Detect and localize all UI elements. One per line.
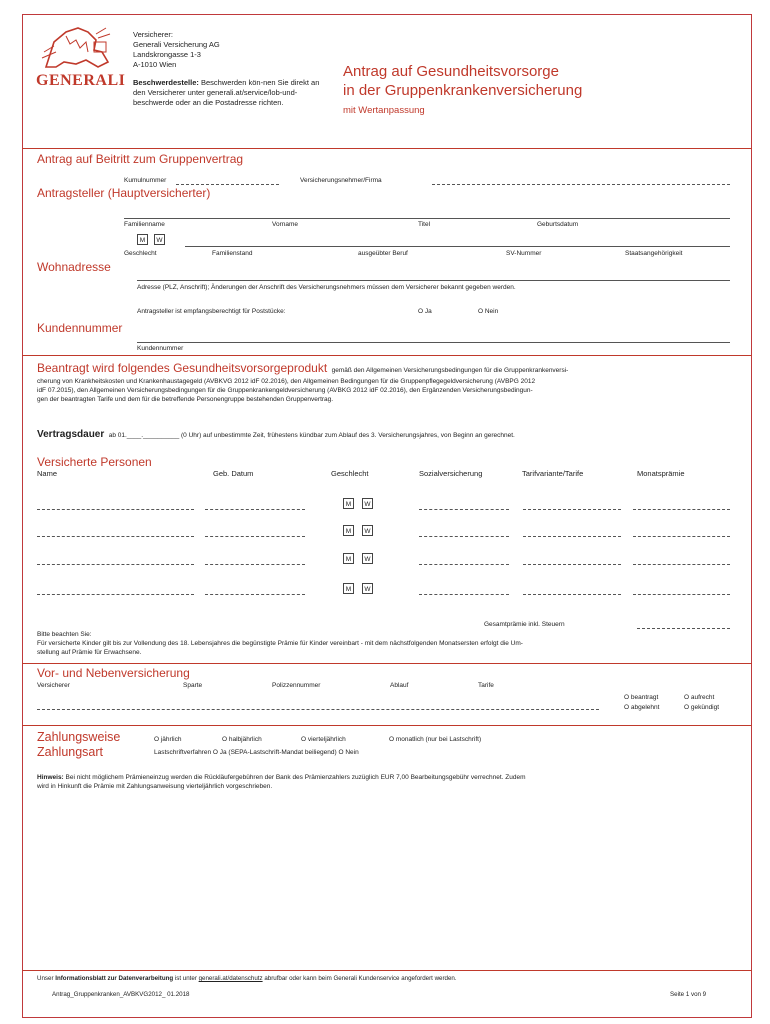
- person-field-2[interactable]: [419, 509, 509, 510]
- person-field-2[interactable]: [419, 594, 509, 595]
- vor-beantragt-radio[interactable]: O beantragt: [624, 694, 659, 701]
- person-field-4[interactable]: [633, 509, 730, 510]
- vor-heading: Vor- und Nebenversicherung: [37, 666, 190, 680]
- vor-col-versicherer: Versicherer: [37, 682, 70, 689]
- beitritt-heading: Antrag auf Beitritt zum Gruppenvertrag: [37, 152, 244, 166]
- zahlung-monatlich-radio[interactable]: O monatlich (nur bei Lastschrift): [389, 736, 482, 743]
- address-caption: Adresse (PLZ, Anschrift); Änderungen der Anschrift des Versicherungsnehmers müssen dem Versicherer bekannt gegeben werden.: [137, 284, 516, 291]
- label-vorname: Vorname: [272, 221, 299, 228]
- person-gender-m-checkbox[interactable]: M: [343, 583, 354, 594]
- insurer-block: [133, 30, 333, 108]
- label-titel: Titel: [418, 221, 431, 228]
- note-line2: stellung auf Prämie für Erwachsene.: [37, 649, 142, 656]
- person-field-0[interactable]: [37, 509, 194, 510]
- hinweis-line1: [37, 773, 526, 782]
- kumul-label: Kumulnummer: [124, 177, 167, 184]
- label-staatsangehoerigkeit: Staatsangehörigkeit: [625, 250, 683, 257]
- kundennummer-input[interactable]: [137, 342, 730, 343]
- complaint-body: Beschwerden kön-nen Sie direkt an den Versicherer unter generali.at/service/lob-und-beschwerde oder an die Postadresse richten.: [133, 78, 320, 107]
- person-gender-w-checkbox[interactable]: W: [362, 525, 373, 536]
- person-field-1[interactable]: [205, 594, 305, 595]
- person-gender-m-checkbox[interactable]: M: [343, 525, 354, 536]
- title-block: [343, 62, 723, 118]
- person-gender-w-checkbox[interactable]: W: [362, 583, 373, 594]
- header-divider: [22, 148, 752, 149]
- complaint-text: [133, 78, 325, 108]
- page-number: Seite 1 von 9: [670, 991, 707, 998]
- label-beruf: ausgeübter Beruf: [358, 250, 408, 257]
- footer-pre: Unser: [37, 975, 56, 982]
- section-divider-2: [22, 663, 752, 664]
- vor-col-polizzennummer: Polizzennummer: [272, 682, 321, 689]
- form-id: Antrag_Gruppenkranken_AVBKVG2012_ 01.2018: [52, 991, 190, 998]
- person-field-3[interactable]: [523, 564, 621, 565]
- vertragsdauer-text[interactable]: ab 01.____.__________ (0 Uhr) auf unbestimmte Zeit, frühestens kündbar zum Ablauf des 3. Versicherungsjahres, von Beginn an gerechnet.: [108, 432, 515, 439]
- kundennummer-heading: Kundennummer: [37, 321, 123, 335]
- col-sozialversicherung: Sozialversicherung: [419, 469, 483, 478]
- address-input[interactable]: [137, 280, 730, 281]
- person-field-0[interactable]: [37, 564, 194, 565]
- person-field-4[interactable]: [633, 536, 730, 537]
- person-field-3[interactable]: [523, 594, 621, 595]
- beantragt-line0: gemäß den Allgemeinen Versicherungsbedingungen für die Gruppenkrankenversi-: [331, 367, 569, 374]
- insurer-street: Landskrongasse 1-3: [133, 50, 201, 59]
- zahlungsart-heading: Zahlungsart: [37, 745, 104, 759]
- antragsteller-heading: Antragsteller (Hauptversicherter): [37, 186, 211, 200]
- title-line1: Antrag auf Gesundheitsvorsorge: [343, 63, 559, 80]
- kumul-input[interactable]: [176, 184, 279, 185]
- person-field-1[interactable]: [205, 564, 305, 565]
- post-nein-radio[interactable]: O Nein: [478, 308, 499, 315]
- beantragt-heading: Beantragt wird folgendes Gesundheitsvorsorgeprodukt: [37, 361, 328, 375]
- vor-aufrecht-radio[interactable]: O aufrecht: [684, 694, 715, 701]
- person-field-0[interactable]: [37, 536, 194, 537]
- lastschrift-option[interactable]: Lastschriftverfahren O Ja (SEPA-Lastschrift-Mandat beiliegend) O Nein: [154, 749, 359, 756]
- person-gender-m-checkbox[interactable]: M: [343, 553, 354, 564]
- label-familienname: Familienname: [124, 221, 165, 228]
- generali-logo-text: GENERALI: [36, 72, 126, 89]
- insurer-name: Generali Versicherung AG: [133, 40, 220, 49]
- personen-heading: Versicherte Personen: [37, 455, 152, 469]
- person-field-3[interactable]: [523, 509, 621, 510]
- gender-w-checkbox[interactable]: W: [154, 234, 165, 245]
- section-divider-3: [22, 725, 752, 726]
- label-geburtsdatum: Geburtsdatum: [537, 221, 579, 228]
- label-familienstand: Familienstand: [212, 250, 253, 257]
- hinweis-text1: Bei nicht möglichem Prämieneinzug werden die Rückläufergebühren der Bank des Prämienzahlers zuzüglich EUR 7,00 Bearbeitungsgebühr verrechnet. Zudem: [63, 774, 526, 781]
- col-monatspraemie: Monatsprämie: [637, 469, 685, 478]
- post-question: Antragsteller ist empfangsberechtigt für Poststücke:: [137, 308, 286, 315]
- person-field-0[interactable]: [37, 594, 194, 595]
- gesamtpraemie-input[interactable]: [637, 628, 730, 629]
- footer-divider: [22, 970, 752, 971]
- antragsteller-row1-line[interactable]: [124, 218, 730, 219]
- vn-label: Versicherungsnehmer/Firma: [300, 177, 382, 184]
- title-line2: in der Gruppenkrankenversicherung: [343, 82, 583, 99]
- vor-gekuendigt-radio[interactable]: O gekündigt: [684, 704, 720, 711]
- datenschutz-link[interactable]: generali.at/datenschutz: [198, 975, 263, 982]
- person-field-4[interactable]: [633, 594, 730, 595]
- kundennummer-caption: Kundennummer: [137, 345, 184, 352]
- insurer-city: A-1010 Wien: [133, 60, 177, 69]
- zahlung-halbjaehrlich-radio[interactable]: O halbjährlich: [222, 736, 262, 743]
- vor-col-tarife: Tarife: [478, 682, 494, 689]
- col-geb-datum: Geb. Datum: [213, 469, 254, 478]
- vn-input[interactable]: [432, 184, 730, 185]
- label-sv-nummer: SV-Nummer: [506, 250, 542, 257]
- person-gender-w-checkbox[interactable]: W: [362, 553, 373, 564]
- hinweis-line2: wird in Hinkunft die Prämie mit Zahlungsanweisung vierteljährlich vorgeschrieben.: [37, 783, 273, 790]
- person-field-4[interactable]: [633, 564, 730, 565]
- antragsteller-row2-line[interactable]: [185, 246, 730, 247]
- note-line1: Für versicherte Kinder gilt bis zur Vollendung des 18. Lebensjahres die begünstigte Prämie für Kinder vereinbart - mit dem nächstfolgenden Monatsersten erfolgt die Um-: [37, 640, 523, 647]
- vor-input[interactable]: [37, 709, 599, 710]
- label-geschlecht: Geschlecht: [124, 250, 157, 257]
- post-ja-radio[interactable]: O Ja: [418, 308, 432, 315]
- gesamtpraemie-label: Gesamtprämie inkl. Steuern: [484, 621, 565, 628]
- footer-mid: ist unter: [173, 975, 199, 982]
- person-gender-w-checkbox[interactable]: W: [362, 498, 373, 509]
- col-geschlecht: Geschlecht: [331, 469, 369, 478]
- footer-post: abrufbar oder kann beim Generali Kundenservice angefordert werden.: [262, 975, 457, 982]
- beantragt-line3: gen der beantragten Tarife und dem für die betreffende Personengruppe bestehenden Gruppenvertrag.: [37, 396, 334, 403]
- col-tarifvariante: Tarifvariante/Tarife: [522, 469, 584, 478]
- person-gender-m-checkbox[interactable]: M: [343, 498, 354, 509]
- hinweis-label: Hinweis:: [37, 774, 64, 781]
- vor-col-ablauf: Ablauf: [390, 682, 409, 689]
- zahlung-vierteljaehrlich-radio[interactable]: O vierteljährlich: [301, 736, 346, 743]
- note-title: Bitte beachten Sie:: [37, 631, 92, 638]
- vertragsdauer-label: Vertragsdauer: [37, 429, 105, 440]
- footer-info: [37, 975, 457, 982]
- person-field-2[interactable]: [419, 536, 509, 537]
- wohnadresse-heading: Wohnadresse: [37, 260, 111, 274]
- gender-m-checkbox[interactable]: M: [137, 234, 148, 245]
- person-field-1[interactable]: [205, 536, 305, 537]
- person-field-1[interactable]: [205, 509, 305, 510]
- zahlungsweise-heading: Zahlungsweise: [37, 730, 121, 744]
- beantragt-block: [37, 359, 737, 404]
- beantragt-line1: cherung von Krankheitskosten und Krankenhaustagegeld (AVBKVG 2012 idF 02.2016), den Allgemeinen Bedingungen für die Gruppenpflegegeldversicherung (AVBPG 2012: [37, 378, 536, 385]
- section-divider-1: [22, 355, 752, 356]
- complaint-label: Beschwerdestelle:: [133, 78, 199, 87]
- person-field-3[interactable]: [523, 536, 621, 537]
- vertragsdauer-row: [37, 424, 515, 442]
- footer-bold: Informationsblatt zur Datenverarbeitung: [55, 975, 174, 982]
- zahlung-jaehrlich-radio[interactable]: O jährlich: [154, 736, 182, 743]
- beantragt-line2: idF 07.2015), den Allgemeinen Versicherungsbedingungen für die Gruppenkrankengeldversicherung (AVBKG 2012 idF 02.2016), den Ergänzenden Versicherungsbedingun-: [37, 387, 533, 394]
- title-sub: mit Wertanpassung: [343, 105, 425, 116]
- vor-abgelehnt-radio[interactable]: O abgelehnt: [624, 704, 660, 711]
- insurer-label: Versicherer:: [133, 30, 174, 39]
- col-name: Name: [37, 469, 58, 478]
- person-field-2[interactable]: [419, 564, 509, 565]
- generali-lion-logo: [36, 22, 118, 72]
- vor-col-sparte: Sparte: [183, 682, 203, 689]
